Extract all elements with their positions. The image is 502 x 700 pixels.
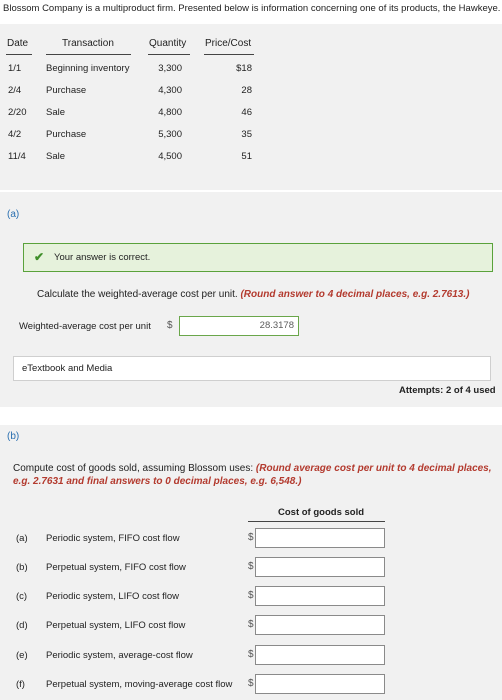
header-quantity: Quantity: [149, 38, 187, 49]
row-quantity: 4,500: [158, 151, 182, 162]
row-transaction: Purchase: [46, 85, 87, 96]
cogs-input-periodic-average[interactable]: [255, 645, 385, 665]
row-quantity: 5,300: [158, 129, 182, 140]
attempts-counter: Attempts: 2 of 4 used: [399, 385, 496, 396]
row-transaction: Sale: [46, 107, 66, 118]
item-label: Perpetual system, LIFO cost flow: [46, 620, 186, 631]
checkmark-icon: ✔: [34, 250, 45, 264]
inventory-table: [0, 24, 502, 190]
item-letter: (b): [16, 562, 28, 573]
divider: [46, 54, 131, 55]
etextbook-media-link[interactable]: eTextbook and Media: [13, 356, 491, 381]
header-price: Price/Cost: [205, 38, 252, 49]
row-quantity: 4,300: [158, 85, 182, 96]
correct-answer-banner: [23, 243, 493, 272]
row-date: 2/20: [8, 107, 27, 118]
row-quantity: 3,300: [158, 63, 182, 74]
row-date: 2/4: [8, 85, 22, 96]
row-date: 11/4: [8, 151, 26, 162]
currency-symbol: $: [248, 619, 254, 630]
cogs-input-periodic-lifo[interactable]: [255, 586, 385, 606]
row-price: 51: [241, 151, 252, 162]
rounding-note: (Round answer to 4 decimal places, e.g. 2.7613.): [240, 289, 470, 300]
part-a-label: (a): [7, 209, 20, 220]
cogs-input-periodic-fifo[interactable]: [255, 528, 385, 548]
weighted-average-label: Weighted-average cost per unit: [19, 321, 151, 332]
item-label: Periodic system, FIFO cost flow: [46, 533, 180, 544]
item-letter: (e): [16, 650, 28, 661]
header-transaction: Transaction: [62, 38, 114, 49]
currency-symbol: $: [248, 590, 254, 601]
row-price: 28: [241, 85, 252, 96]
cogs-input-perpetual-fifo[interactable]: [255, 557, 385, 577]
correct-message: Your answer is correct.: [54, 252, 151, 263]
divider: [204, 54, 254, 55]
row-transaction: Sale: [46, 151, 66, 162]
cogs-input-perpetual-moving-average[interactable]: [255, 674, 385, 694]
part-b-label: (b): [7, 431, 20, 442]
divider: [6, 54, 32, 55]
currency-symbol: $: [248, 649, 254, 660]
row-date: 4/2: [8, 129, 22, 140]
currency-symbol: $: [167, 320, 173, 331]
item-letter: (f): [16, 679, 25, 690]
row-transaction: Beginning inventory: [46, 63, 130, 74]
part-b-instruction-line1: [13, 463, 492, 474]
item-letter: (a): [16, 533, 28, 544]
instruction-text: Calculate the weighted-average cost per unit.: [37, 289, 238, 300]
cogs-input-perpetual-lifo[interactable]: [255, 615, 385, 635]
cogs-column-header: Cost of goods sold: [278, 507, 365, 518]
currency-symbol: $: [248, 678, 254, 689]
item-label: Perpetual system, moving-average cost flow: [46, 679, 233, 690]
part-b-instruction-line2: e.g. 2.7631 and final answers to 0 decimal places, e.g. 6,548.): [13, 476, 302, 487]
item-label: Periodic system, average-cost flow: [46, 650, 193, 661]
row-quantity: 4,800: [158, 107, 182, 118]
row-price: 46: [241, 107, 252, 118]
part-a-instruction: [37, 289, 469, 300]
instruction-text: Compute cost of goods sold, assuming Blossom uses:: [13, 463, 254, 474]
item-label: Perpetual system, FIFO cost flow: [46, 562, 186, 573]
row-price: 35: [241, 129, 252, 140]
row-transaction: Purchase: [46, 129, 87, 140]
currency-symbol: $: [248, 532, 254, 543]
item-letter: (c): [16, 591, 28, 602]
row-date: 1/1: [8, 63, 22, 74]
divider: [148, 54, 190, 55]
rounding-note: (Round average cost per unit to 4 decimal places,: [255, 463, 492, 474]
item-letter: (d): [16, 620, 28, 631]
currency-symbol: $: [248, 561, 254, 572]
problem-intro: Blossom Company is a multiproduct firm. Presented below is information concerning one of its products, the Hawkeye.: [3, 3, 501, 14]
weighted-average-input[interactable]: 28.3178: [179, 316, 299, 336]
item-label: Periodic system, LIFO cost flow: [46, 591, 180, 602]
row-price: $18: [236, 63, 252, 74]
divider: [248, 521, 385, 522]
header-date: Date: [7, 38, 29, 49]
